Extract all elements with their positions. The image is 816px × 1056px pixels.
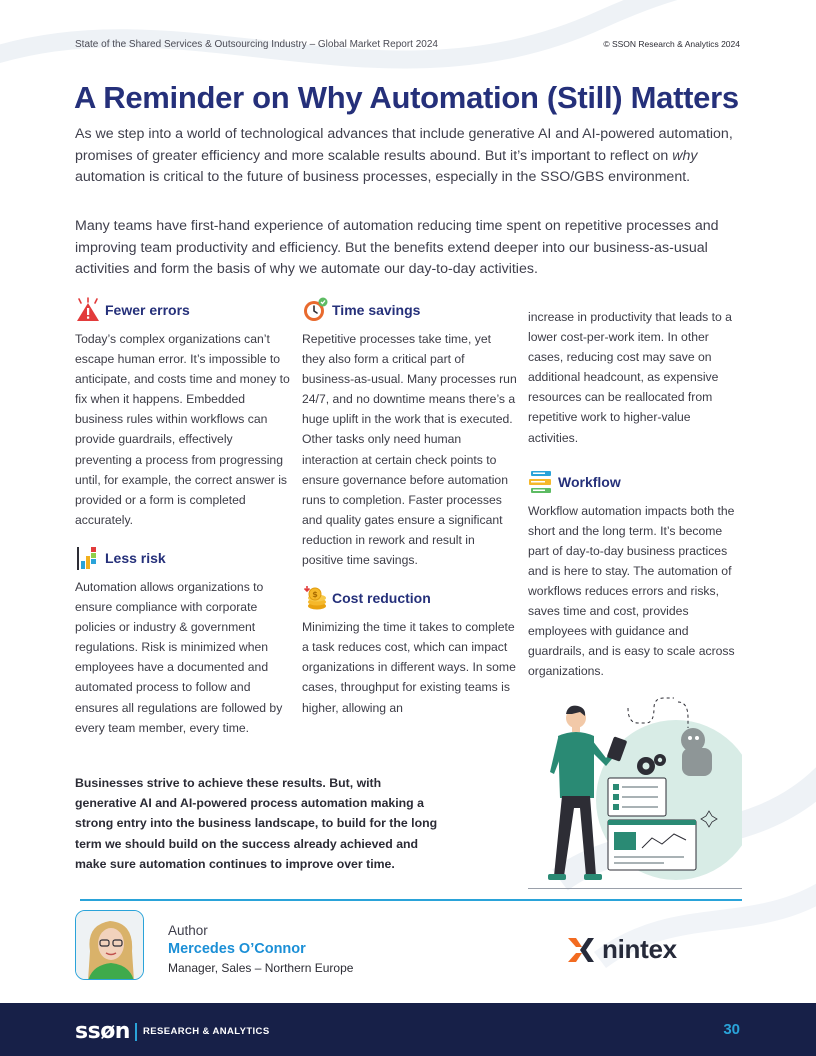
intro-emphasis: why [672,147,698,164]
section-body-cost-reduction: Minimizing the time it takes to complete a task reduces cost, which can impact organizations in different ways. In some cases, throughput for existing teams is higher, allowing an [302,620,516,715]
intro-text-start: As we step into a world of technological advances that include generative AI and AI-powered automation, promises of greater efficiency and more scalable results abound. But it’s important to reflect on [75,126,733,164]
intro-text-end: automation is critical to the future of business processes, especially in the SSO/GBS environment. [75,169,691,185]
stopwatch-icon [302,297,328,323]
nintex-logo [566,934,677,965]
column-2 [302,296,517,732]
svg-text:$: $ [312,590,318,600]
author-label: Author [168,923,208,938]
section-body-cost-reduction-continued: increase in productivity that leads to a lower cost-per-work item. In other cases, reducing cost may save on additional headcount, as expensive resources can be reallocated from repetitive work to higher-value activities. [528,310,732,445]
warning-icon [75,297,101,323]
page-number: 30 [723,1021,740,1038]
page-title: A Reminder on Why Automation (Still) Matters [74,80,739,115]
automation-illustration [528,688,742,888]
risk-chart-icon [75,545,101,571]
nintex-wordmark: nintex [602,934,677,964]
section-body-time-savings: Repetitive processes take time, yet they also form a critical part of business-as-usual. Many processes run 24/7, and no downtime means there’s a huge uplift in the work that is executed. Other tasks only need human interaction at certain check points to ensure governance before automation runs to completion. Faster processes and quality gates ensure a significant reduction in rework and result in positive time savings. [302,332,517,568]
illustration-baseline [528,888,742,889]
section-heading-less-risk [75,544,290,572]
sson-subtitle: RESEARCH & ANALYTICS [142,1026,270,1037]
closing-quote: Businesses strive to achieve these results. But, with generative AI and AI-powered process automation making a strong entry into the business landscape, to build for the long term we should build on the success already achieved and make sure automation continues to improve over time. [75,776,438,871]
section-title-less-risk: Less risk [105,549,166,566]
section-title-workflow: Workflow [558,473,621,490]
section-heading-fewer-errors [75,296,290,324]
section-body-fewer-errors: Today’s complex organizations can’t escape human error. It’s impossible to anticipate, and costs time and money to fix when it happens. Embedded business rules within workflows can provide guardrails, effectively preventing a process from progressing until, for example, the correct answer is provided or a form is completed accurately. [75,332,290,527]
intro-paragraph-2: Many teams have first-hand experience of automation reducing time spent on repetitive processes and improving team productivity and efficiency. But the benefits extend deeper into our business-as-usual activities and form the basis of why we automate our day-to-day activities. [75,218,719,277]
section-divider [80,899,742,901]
section-title-cost-reduction: Cost reduction [332,590,431,607]
copyright-notice: © SSON Research & Analytics 2024 [603,39,740,49]
section-heading-time-savings [302,296,517,324]
page-footer [0,1003,816,1056]
section-body-workflow: Workflow automation impacts both the short and the long term. It’s become part of day-to-day business practices and is here to stay. The automation of workflows reduces errors and risks, saves time and cost, provides employees with guidance and guardrails, and is easy to scale across organizations. [528,503,735,679]
nintex-mark-icon [566,935,596,965]
author-avatar [75,910,144,980]
section-heading-workflow [528,468,743,496]
column-3 [528,307,743,696]
report-title-header: State of the Shared Services & Outsourcing Industry – Global Market Report 2024 [75,39,438,50]
author-role: Manager, Sales – Northern Europe [168,961,354,975]
author-name: Mercedes O’Connor [168,941,306,957]
sson-wordmark: ssøn [75,1019,130,1044]
intro-paragraph-1 [75,124,743,189]
section-heading-cost-reduction [302,584,517,612]
logo-separator [135,1023,137,1041]
section-body-less-risk: Automation allows organizations to ensure compliance with corporate policies or industry & government regulations. Risk is minimized when employees have a documented and automated process to follow and ensures all regulations are followed by every team member, every time. [75,579,283,735]
author-photo [76,911,144,980]
workflow-icon [528,469,554,495]
section-title-time-savings: Time savings [332,301,421,318]
sson-logo [75,1019,270,1044]
section-title-fewer-errors: Fewer errors [105,301,190,318]
column-1 [75,296,290,752]
coins-icon [302,585,328,611]
